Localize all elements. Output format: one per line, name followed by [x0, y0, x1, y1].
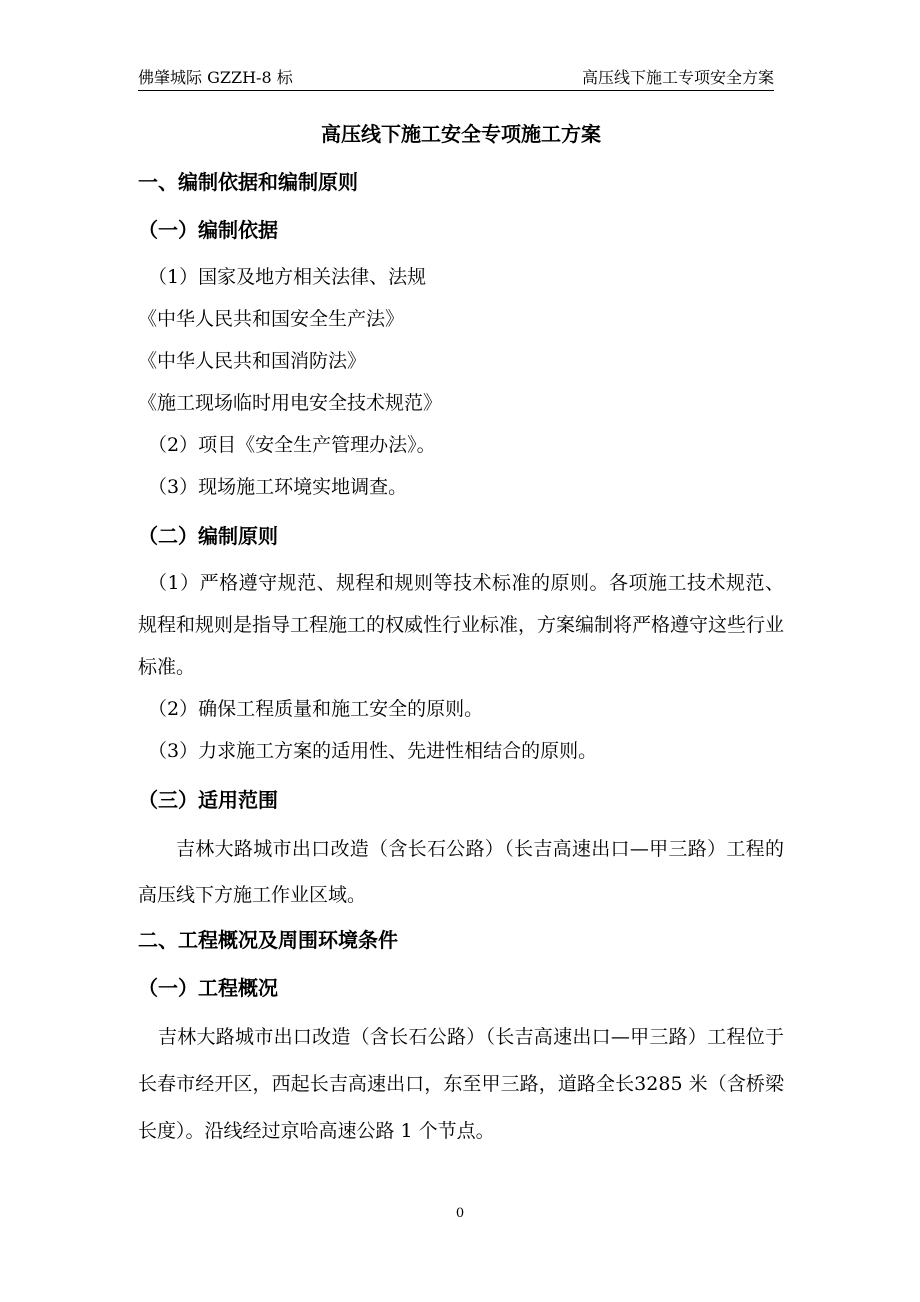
- subsection-heading-overview: （一）工程概况: [138, 976, 278, 1000]
- basis-item: （2）项目《安全生产管理办法》。: [148, 434, 436, 456]
- principle-item: （2）确保工程质量和施工安全的原则。: [148, 698, 484, 720]
- basis-item: （1）国家及地方相关法律、法规: [148, 266, 427, 288]
- subsection-heading-principles: （二）编制原则: [138, 524, 278, 548]
- overview-paragraph: 吉林大路城市出口改造（含长石公路）（长吉高速出口—甲三路）工程位于长春市经开区，西起长吉高速出口，东至甲三路，道路全长3285 米（含桥梁长度）。沿线经过京哈高速公路 1 个节点。: [138, 1026, 784, 1142]
- header-right-text: 高压线下施工专项安全方案: [581, 68, 774, 87]
- subsection-heading-basis: （一）编制依据: [138, 218, 278, 242]
- document-title: 高压线下施工安全专项施工方案: [321, 122, 601, 146]
- page-number: 0: [455, 1206, 465, 1221]
- scope-paragraph: 吉林大路城市出口改造（含长石公路）（长吉高速出口—甲三路）工程的高压线下方施工作业区域。: [138, 838, 784, 906]
- section-heading-1: 一、编制依据和编制原则: [138, 170, 358, 194]
- basis-item: 《中华人民共和国安全生产法》: [138, 308, 405, 330]
- basis-item: 《施工现场临时用电安全技术规范》: [138, 392, 443, 414]
- principle-item: （3）力求施工方案的适用性、先进性相结合的原则。: [148, 740, 598, 762]
- subsection-heading-scope: （三）适用范围: [138, 788, 278, 812]
- document-body: [138, 112, 784, 1155]
- header-left-text: 佛肇城际 GZZH-8 标: [138, 68, 293, 87]
- page-header: [138, 66, 774, 91]
- basis-item: （3）现场施工环境实地调查。: [148, 476, 408, 498]
- section-heading-2: 二、工程概况及周围环境条件: [138, 928, 398, 952]
- principle-item: （1）严格遵守规范、规程和规则等技术标准的原则。各项施工技术规范、规程和规则是指导工程施工的权威性行业标准，方案编制将严格遵守这些行业标准。: [138, 572, 785, 678]
- basis-item: 《中华人民共和国消防法》: [138, 350, 367, 372]
